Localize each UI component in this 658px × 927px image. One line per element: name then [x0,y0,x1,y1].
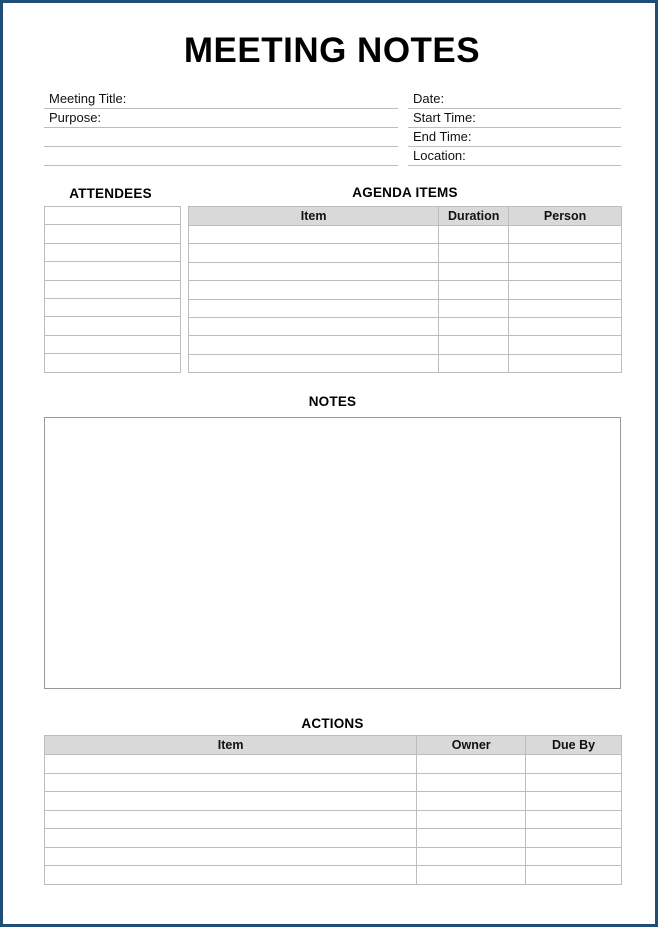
agenda-duration-cell[interactable] [439,317,509,335]
table-row [189,281,622,299]
table-row [45,280,181,298]
purpose-field[interactable] [44,108,398,128]
table-row [45,847,622,866]
agenda-duration-cell[interactable] [439,226,509,244]
action-due-by-header: Due By [526,736,622,755]
table-row [45,225,181,243]
agenda-person-cell[interactable] [509,244,622,262]
agenda-item-cell[interactable] [189,226,439,244]
action-owner-cell[interactable] [417,866,526,885]
purpose-label: Purpose: [49,110,102,125]
action-item-cell[interactable] [45,810,417,829]
table-row [45,866,622,885]
agenda-person-cell[interactable] [509,336,622,354]
action-due-by-cell[interactable] [526,810,622,829]
attendee-cell[interactable] [45,262,181,280]
agenda-heading: AGENDA ITEMS [352,185,458,200]
action-item-header: Item [45,736,417,755]
notes-box[interactable] [44,417,621,689]
action-due-by-cell[interactable] [526,866,622,885]
action-owner-cell[interactable] [417,847,526,866]
action-item-cell[interactable] [45,773,417,792]
agenda-item-cell[interactable] [189,281,439,299]
table-row [189,299,622,317]
table-row [45,773,622,792]
action-item-cell[interactable] [45,755,417,774]
end-time-label: End Time: [413,129,472,144]
agenda-duration-cell[interactable] [439,244,509,262]
agenda-item-cell[interactable] [189,299,439,317]
attendee-cell[interactable] [45,243,181,261]
agenda-item-cell[interactable] [189,354,439,372]
agenda-person-header: Person [509,207,622,226]
attendees-table [44,206,181,373]
start-time-label: Start Time: [413,110,476,125]
attendee-cell[interactable] [45,280,181,298]
table-row [189,317,622,335]
agenda-item-cell[interactable] [189,262,439,280]
table-row [45,755,622,774]
action-owner-header: Owner [417,736,526,755]
table-row [189,336,622,354]
agenda-person-cell[interactable] [509,317,622,335]
agenda-person-cell[interactable] [509,226,622,244]
agenda-table [188,206,622,373]
agenda-item-header: Item [189,207,439,226]
action-item-cell[interactable] [45,792,417,811]
purpose-line-3[interactable] [44,146,398,166]
purpose-line-3-label [44,148,49,163]
action-due-by-cell[interactable] [526,847,622,866]
agenda-person-cell[interactable] [509,262,622,280]
action-owner-cell[interactable] [417,829,526,848]
notes-heading: NOTES [308,394,357,409]
action-owner-cell[interactable] [417,810,526,829]
location-label: Location: [413,148,466,163]
purpose-line-2[interactable] [44,127,398,147]
attendee-cell[interactable] [45,335,181,353]
table-row [45,354,181,372]
action-item-cell[interactable] [45,847,417,866]
start-time-field[interactable] [408,108,621,128]
agenda-duration-cell[interactable] [439,354,509,372]
meeting-title-field[interactable] [44,89,398,109]
action-due-by-cell[interactable] [526,792,622,811]
table-row [45,335,181,353]
table-row [45,262,181,280]
agenda-item-cell[interactable] [189,336,439,354]
location-field[interactable] [408,146,621,166]
table-row [189,262,622,280]
table-header-row [45,736,622,755]
date-label: Date: [413,91,445,106]
attendee-cell[interactable] [45,225,181,243]
agenda-person-cell[interactable] [509,281,622,299]
action-due-by-cell[interactable] [526,755,622,774]
action-owner-cell[interactable] [417,792,526,811]
agenda-duration-header: Duration [439,207,509,226]
action-owner-cell[interactable] [417,773,526,792]
table-row [45,207,181,225]
actions-heading: ACTIONS [301,716,364,731]
table-row [45,810,622,829]
attendee-cell[interactable] [45,298,181,316]
action-due-by-cell[interactable] [526,773,622,792]
attendee-cell[interactable] [45,354,181,372]
action-item-cell[interactable] [45,829,417,848]
table-row [189,244,622,262]
action-owner-cell[interactable] [417,755,526,774]
agenda-person-cell[interactable] [509,299,622,317]
actions-table [44,735,622,885]
end-time-field[interactable] [408,127,621,147]
agenda-duration-cell[interactable] [439,299,509,317]
purpose-line-2-label [44,129,49,144]
table-row [45,298,181,316]
action-item-cell[interactable] [45,866,417,885]
agenda-person-cell[interactable] [509,354,622,372]
table-row [45,829,622,848]
table-header-row [189,207,622,226]
date-field[interactable] [408,89,621,109]
attendee-cell[interactable] [45,317,181,335]
agenda-duration-cell[interactable] [439,281,509,299]
page-title: MEETING NOTES [183,31,481,70]
meeting-title-label: Meeting Title: [49,91,127,106]
table-row [45,317,181,335]
agenda-duration-cell[interactable] [439,262,509,280]
action-due-by-cell[interactable] [526,829,622,848]
table-row [189,354,622,372]
agenda-item-cell[interactable] [189,317,439,335]
agenda-duration-cell[interactable] [439,336,509,354]
table-row [45,243,181,261]
table-row [189,226,622,244]
attendees-heading: ATTENDEES [69,186,152,201]
agenda-item-cell[interactable] [189,244,439,262]
table-row [45,792,622,811]
attendee-cell[interactable] [45,207,181,225]
